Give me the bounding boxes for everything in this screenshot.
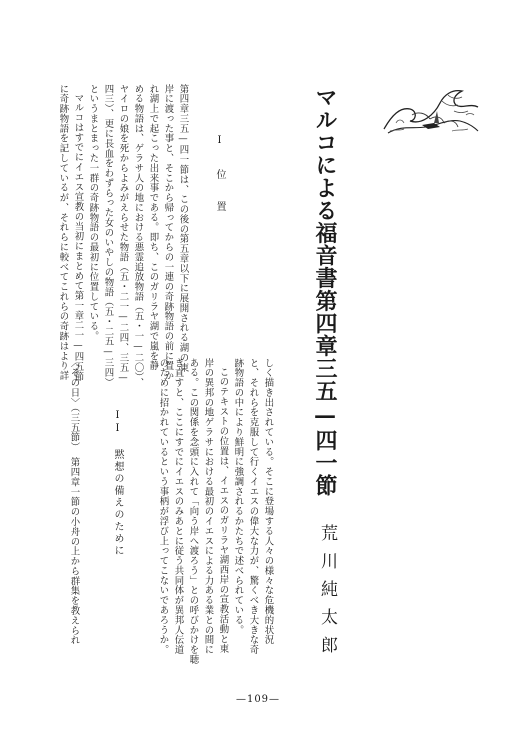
body-line: き直すと、ここにすでにイエスのみあとに従う共同体が異邦人伝道	[172, 358, 184, 655]
body-line: しく描き出されている。そこに登場する人々の様々な危機的状況	[262, 358, 274, 645]
body-line: に奇跡物語を記しているが、それらに較べてこれらの奇跡はより詳	[57, 84, 69, 381]
author-name: 荒川純太郎	[317, 524, 337, 664]
wave-ornament-icon	[382, 85, 480, 135]
body-line: 跡物語の中により鮮明に強調されるかたちで述べられている。	[232, 358, 244, 635]
body-line: と、それらを克服して行くイエスの偉大な力が、驚くべき大きな奇	[247, 358, 259, 655]
body-line: める物語は、ゲラサ人の地における悪霊追放物語（五・一—二〇）、	[132, 84, 144, 388]
body-line: マルコはすでにイエス宣教の当初にまとめて第一章二一—四五節	[72, 93, 84, 382]
body-line: れ湖上で起こった出来事である。即ち、このガリラヤ湖で嵐を静	[147, 84, 159, 371]
section-heading-2: II 黙想の備えのために	[112, 410, 123, 557]
article-title: マルコによる福音書第四章三五—四一節	[312, 86, 338, 497]
body-line: のために招かれているという事柄が浮び上ってこないであろうか。	[157, 358, 169, 655]
page-number: —109—	[235, 694, 281, 705]
body-line: 第四章三五—四一節は、この後の第五章以下に展開される湖の東	[177, 84, 189, 373]
body-line: 岸の異邦の地ゲラサにおける最初のイエスによる力ある業との間に	[202, 358, 214, 655]
body-line: ヤイロの娘を死からよみがえらせた物語（五・二一—二四、三五—	[117, 84, 129, 384]
body-line: 岸に渡った事と、そこから帰ってからの一連の奇跡物語の前に置か	[162, 84, 174, 381]
section-heading-1: I 位 置	[214, 135, 225, 217]
body-line: ある。この関係を念頭に入れて「向う岸へ渡ろう」との呼びかけを聴	[187, 358, 199, 665]
body-line: 〈その日〉（三五節） 第四章一節の小舟の上から群集を教えられ	[68, 358, 80, 646]
body-line: このテキストの位置は、イエスのガリラヤ湖西岸の宣教活動と東	[217, 367, 229, 654]
body-line: 四三）、更に長血をわずらった女のいやしの物語（五・二五—三四）	[102, 84, 114, 388]
body-line: というまとまった一群の奇跡物語の最初に位置している。	[87, 84, 99, 342]
